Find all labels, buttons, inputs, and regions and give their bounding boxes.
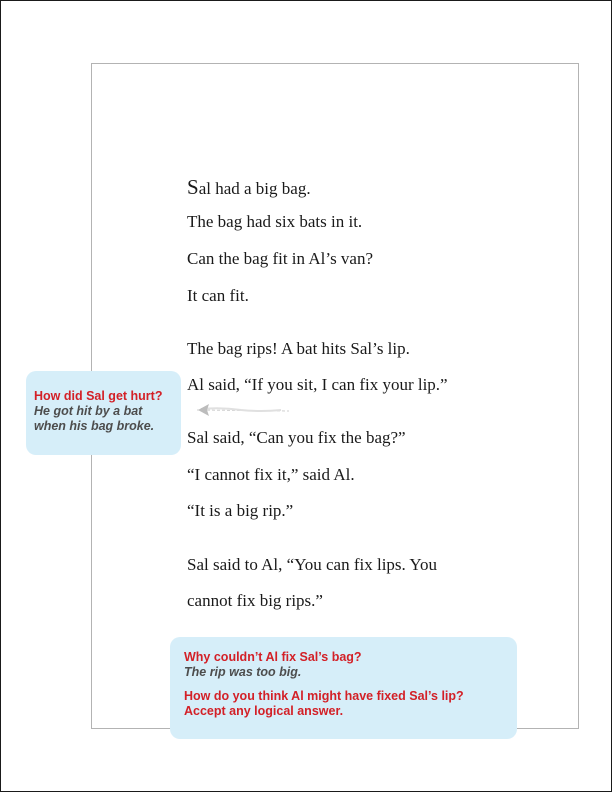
callout-answer-line-1: He got hit by a bat bbox=[34, 404, 143, 418]
story-line-9: “It is a big rip.” bbox=[187, 501, 294, 520]
story-line-1 bbox=[187, 175, 311, 200]
story-line-1-text: al had a big bag. bbox=[198, 179, 311, 198]
story-line-10: Sal said to Al, “You can fix lips. You bbox=[187, 555, 437, 574]
teacher-callout-left bbox=[26, 371, 181, 455]
callout-answer-line-2: when his bag broke. bbox=[34, 419, 155, 433]
callout-question-2: How do you think Al might have fixed Sal’s lip? bbox=[184, 689, 464, 703]
story-line-2: The bag had six bats in it. bbox=[187, 212, 363, 231]
callout-question-1: Why couldn’t Al fix Sal’s bag? bbox=[184, 650, 362, 664]
drop-cap: S bbox=[187, 175, 199, 199]
story-line-4: It can fit. bbox=[187, 286, 249, 305]
story-line-6: Al said, “If you sit, I can fix your lip.” bbox=[187, 375, 448, 394]
story-line-7: Sal said, “Can you fix the bag?” bbox=[187, 428, 406, 447]
story-line-3: Can the bag fit in Al’s van? bbox=[187, 249, 374, 268]
callout-answer-1: The rip was too big. bbox=[184, 665, 302, 679]
callout-answer-2: Accept any logical answer. bbox=[184, 704, 344, 718]
story-line-5: The bag rips! A bat hits Sal’s lip. bbox=[187, 339, 410, 358]
callout-pointer-icon bbox=[181, 402, 291, 418]
callout-question: How did Sal get hurt? bbox=[34, 389, 163, 403]
story-line-8: “I cannot fix it,” said Al. bbox=[187, 465, 355, 484]
teacher-callout-bottom bbox=[170, 637, 517, 739]
story-line-11: cannot fix big rips.” bbox=[187, 591, 323, 610]
